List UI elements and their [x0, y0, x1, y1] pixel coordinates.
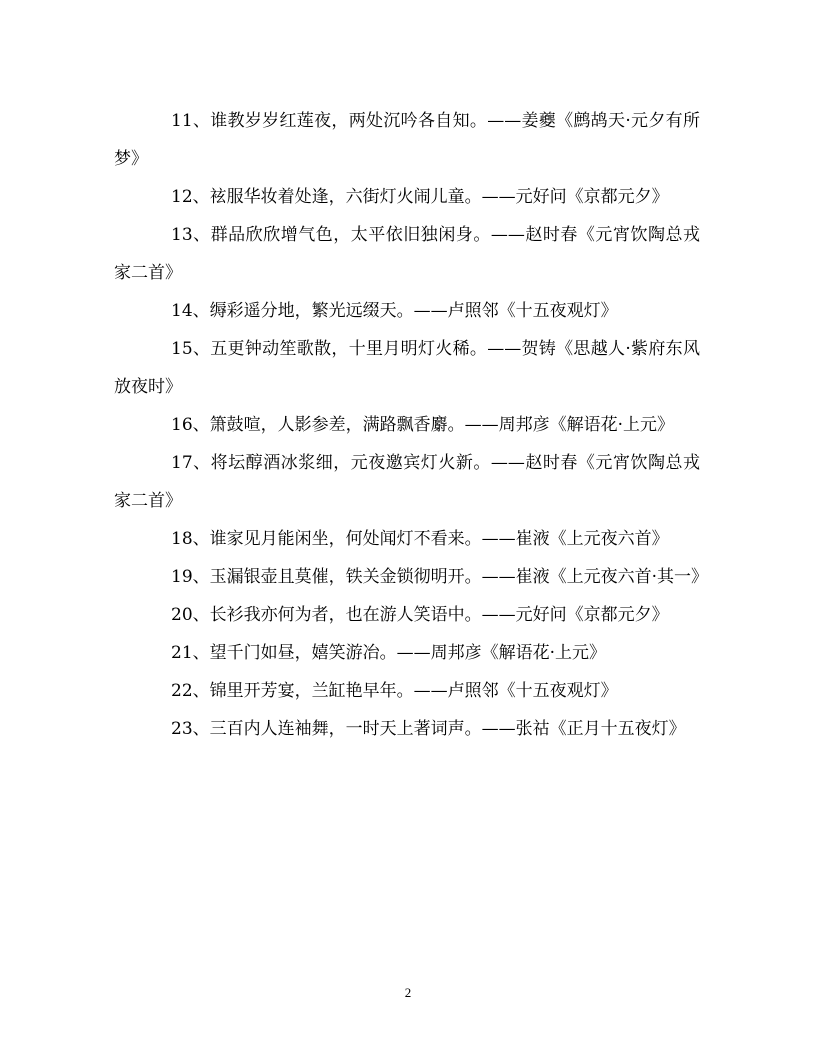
page-number: 2 [404, 985, 412, 1000]
poem-line-16: 16、箫鼓喧，人影参差，满路飘香麝。——周邦彦《解语花·上元》 [171, 415, 675, 435]
poem-line-14: 14、缛彩遥分地，繁光远缀天。——卢照邻《十五夜观灯》 [171, 301, 618, 321]
document-body [114, 102, 709, 748]
poem-line-13: 13、群品欣欣增气色，太平依旧独闲身。——赵时春《元宵饮陶总戎家二首》 [114, 225, 700, 283]
poem-line-19: 19、玉漏银壶且莫催，铁关金锁彻明开。——崔液《上元夜六首·其一》 [171, 567, 709, 587]
poem-line-21: 21、望千门如昼，嬉笑游冶。——周邦彦《解语花·上元》 [171, 643, 607, 663]
poem-line-23: 23、三百内人连袖舞，一时天上著词声。——张祜《正月十五夜灯》 [171, 719, 686, 739]
poem-line-15: 15、五更钟动笙歌散，十里月明灯火稀。——贺铸《思越人·紫府东风放夜时》 [114, 339, 700, 397]
poem-line-20: 20、长衫我亦何为者，也在游人笑语中。——元好问《京都元夕》 [171, 605, 669, 625]
poem-line-11: 11、谁教岁岁红莲夜，两处沉吟各自知。——姜夔《鹧鸪天·元夕有所梦》 [114, 111, 700, 169]
poem-line-22: 22、锦里开芳宴，兰缸艳早年。——卢照邻《十五夜观灯》 [171, 681, 618, 701]
poem-line-18: 18、谁家见月能闲坐，何处闻灯不看来。——崔液《上元夜六首》 [171, 529, 669, 549]
poem-line-17: 17、将坛醇酒冰浆细，元夜邀宾灯火新。——赵时春《元宵饮陶总戎家二首》 [114, 453, 700, 511]
poem-line-12: 12、袨服华妆着处逢，六街灯火闹儿童。——元好问《京都元夕》 [171, 187, 669, 207]
